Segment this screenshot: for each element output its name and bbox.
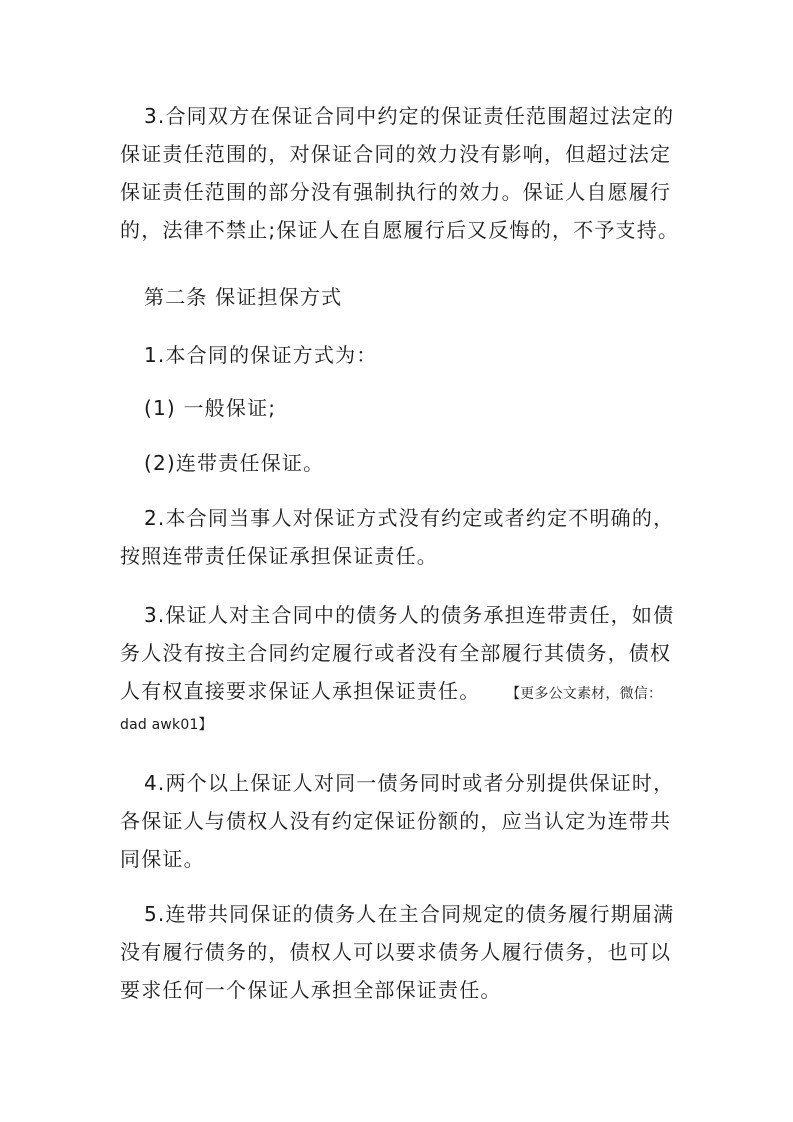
paragraph-line: 4.两个以上保证人对同一债务同时或者分别提供保证时， <box>144 771 675 795</box>
paragraph-1-method <box>120 336 672 374</box>
option-text: (2)连带责任保证。 <box>144 451 325 475</box>
paragraph-line: 没有履行债务的，债权人可以要求债务人履行债务，也可以 <box>120 940 672 964</box>
paragraph-line: 保证责任范围的，对保证合同的效力没有影响，但超过法定 <box>120 142 672 166</box>
paragraph-line <box>120 672 672 710</box>
option-text: (1) 一般保证; <box>144 396 277 420</box>
paragraph-line: 按照连带责任保证承担保证责任。 <box>120 544 438 568</box>
paragraph-line: 各保证人与债权人没有约定保证份额的，应当认定为连带共 <box>120 809 672 833</box>
paragraph-4-co-guarantors <box>120 764 675 878</box>
option-joint-guarantee <box>120 444 672 482</box>
paragraph-line: 5.连带共同保证的债务人在主合同规定的债务履行期届满 <box>144 902 675 926</box>
paragraph-line: 2.本合同当事人对保证方式没有约定或者约定不明确的， <box>144 506 675 530</box>
paragraph-line-text: 人有权直接要求保证人承担保证责任。 <box>120 679 481 703</box>
paragraph-2-unclear <box>120 499 675 575</box>
promo-note: 【更多公文素材，微信： <box>505 686 663 702</box>
paragraph-line: 要求任何一个保证人承担全部保证责任。 <box>120 978 502 1002</box>
paragraph-5-joint-common <box>120 895 675 1009</box>
paragraph-line: 务人没有按主合同约定履行或者没有全部履行其债务，债权 <box>120 641 672 665</box>
paragraph-line: 3.合同双方在保证合同中约定的保证责任范围超过法定的 <box>144 104 675 128</box>
section-heading-text: 第二条 保证担保方式 <box>144 285 343 309</box>
section-heading <box>120 278 672 316</box>
paragraph-line: 同保证。 <box>120 847 205 871</box>
promo-note-continued: dad awk01】 <box>120 717 213 733</box>
paragraph-line: 保证责任范围的部分没有强制执行的效力。保证人自愿履行 <box>120 180 672 204</box>
paragraph-3-scope <box>120 97 680 249</box>
paragraph-line: 1.本合同的保证方式为： <box>144 343 378 367</box>
paragraph-line: 的，法律不禁止;保证人在自愿履行后又反悔的，不予支持。 <box>120 218 680 242</box>
paragraph-3-joint-liability <box>120 596 675 740</box>
paragraph-line: 3.保证人对主合同中的债务人的债务承担连带责任，如债 <box>144 603 675 627</box>
option-general-guarantee <box>120 389 672 427</box>
